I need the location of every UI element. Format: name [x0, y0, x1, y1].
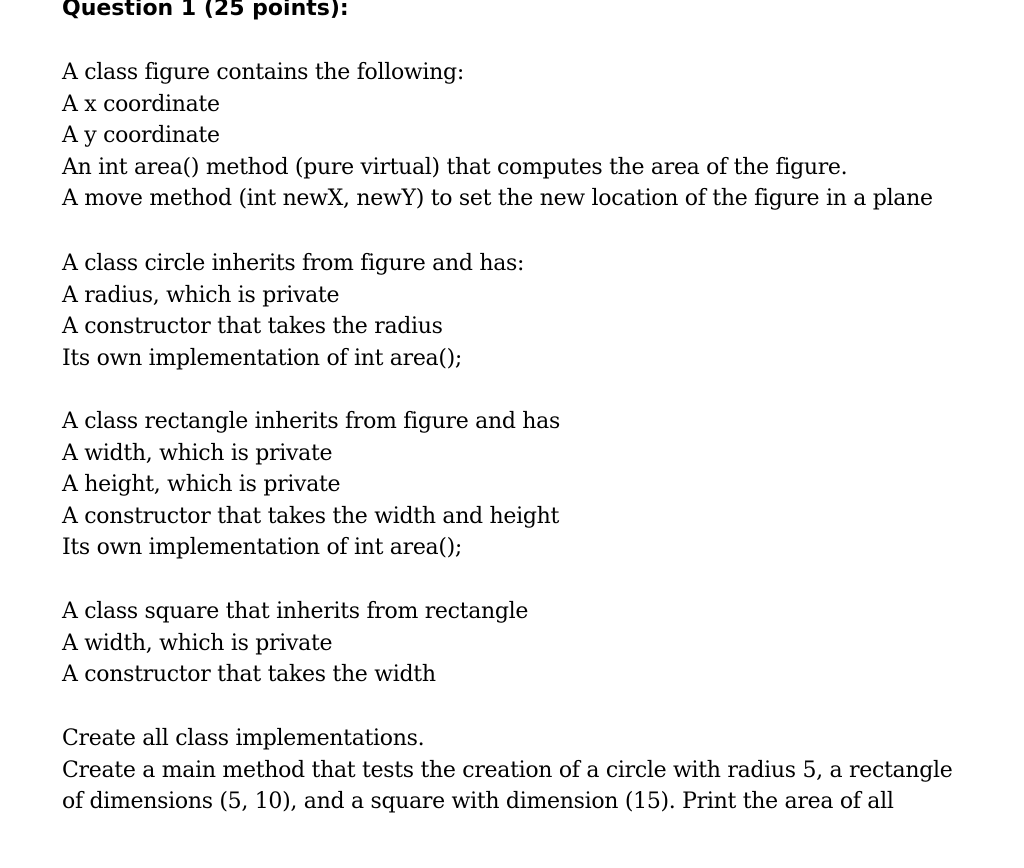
figure-line: A class figure contains the following:: [62, 60, 464, 85]
rectangle-line: Its own implementation of int area();: [62, 535, 463, 561]
circle-line: A radius, which is private: [62, 282, 340, 308]
figure-line: An int area() method (pure virtual) that computes the area of the figure.: [62, 154, 848, 180]
question-heading: Question 1 (25 points):: [62, 0, 349, 21]
circle-line: A constructor that takes the radius: [62, 314, 443, 340]
instructions-section: [62, 723, 952, 818]
square-line: A class square that inherits from rectangle: [62, 599, 529, 624]
square-class-section: [62, 596, 528, 691]
circle-line: A class circle inherits from figure and has:: [62, 251, 525, 276]
figure-line: A move method (int newX, newY) to set the new location of the figure in a plane: [62, 186, 933, 212]
rectangle-line: A height, which is private: [62, 472, 341, 498]
square-line: A constructor that takes the width: [62, 662, 436, 688]
rectangle-line: A width, which is private: [62, 440, 333, 466]
instruction-line: Create a main method that tests the creation of a circle with radius 5, a rectangle: [62, 757, 953, 783]
circle-line: Its own implementation of int area();: [62, 345, 463, 371]
instruction-line: Create all class implementations.: [62, 726, 425, 751]
rectangle-line: A class rectangle inherits from figure and has: [62, 409, 560, 434]
square-line: A width, which is private: [62, 630, 333, 656]
rectangle-class-section: [62, 406, 560, 564]
figure-line: A y coordinate: [62, 123, 220, 149]
rectangle-line: A constructor that takes the width and height: [62, 503, 560, 529]
figure-class-section: [62, 57, 933, 215]
circle-class-section: [62, 248, 524, 374]
instruction-line: of dimensions (5, 10), and a square with dimension (15). Print the area of all: [62, 789, 894, 815]
figure-line: A x coordinate: [62, 91, 220, 117]
